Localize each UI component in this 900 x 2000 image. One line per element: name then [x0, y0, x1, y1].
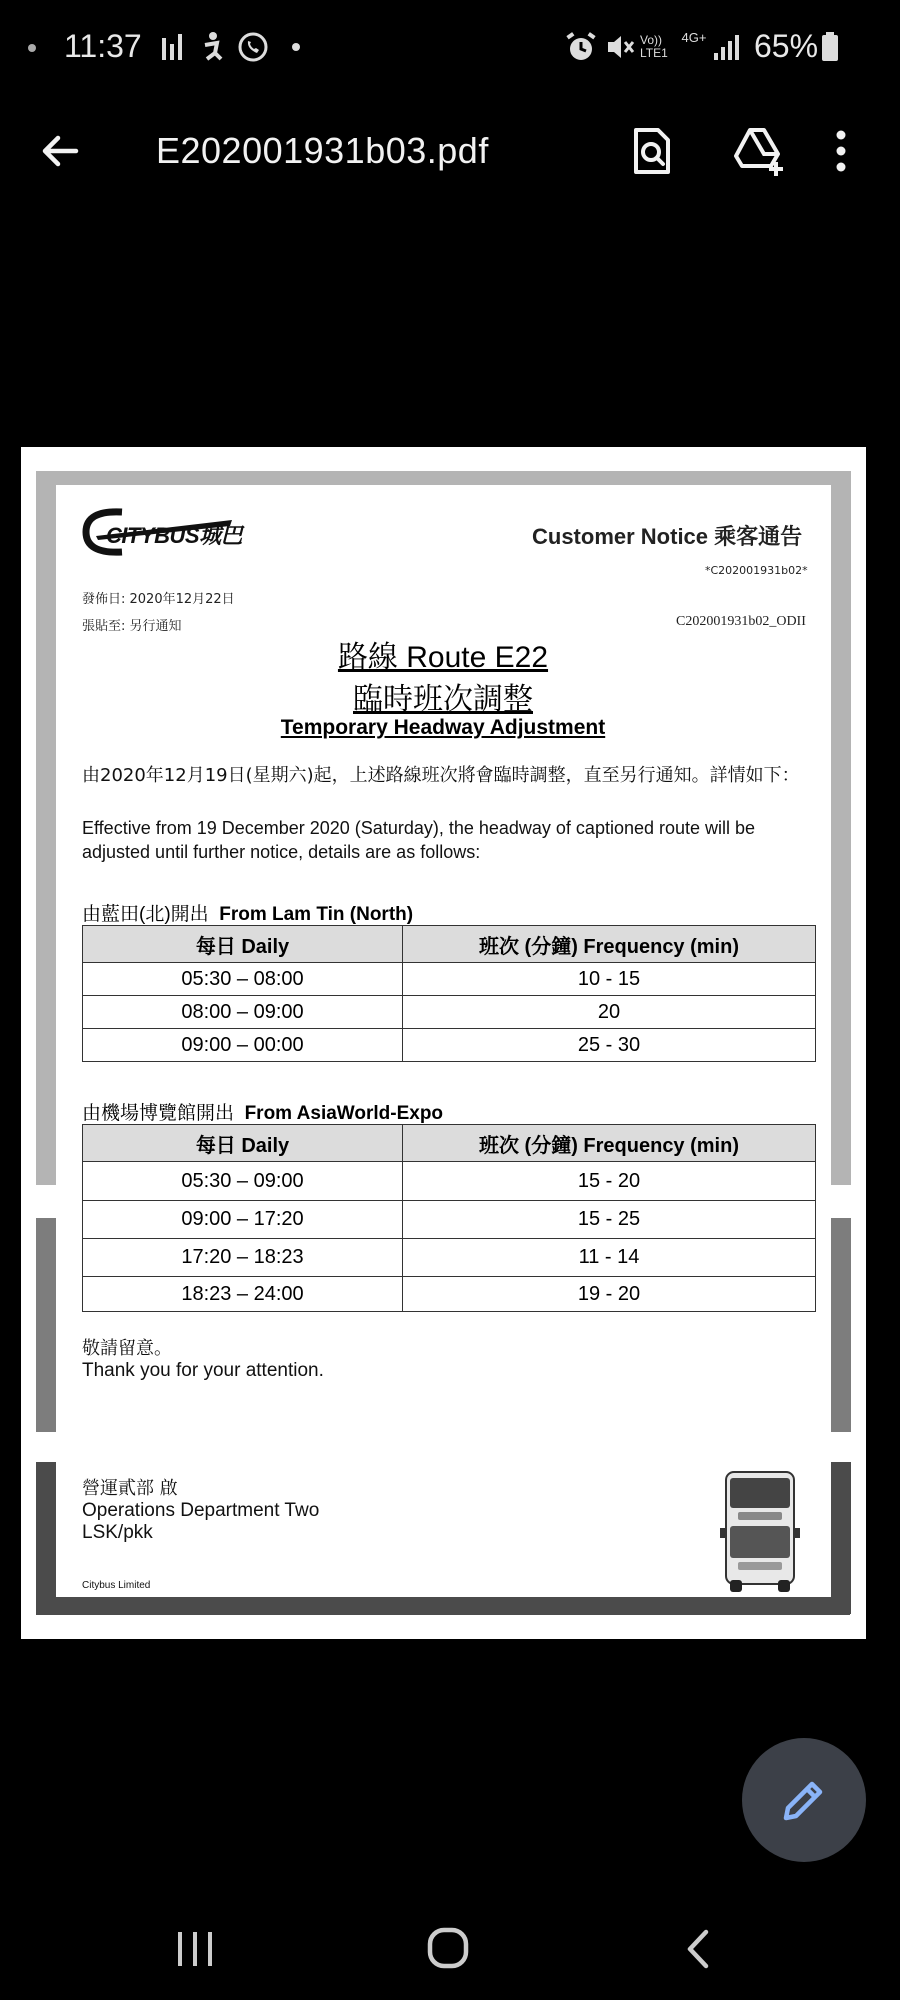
volte-indicator: Vo)) LTE1: [640, 33, 668, 60]
adjustment-title-zh: 臨時班次調整: [353, 682, 533, 717]
route-title: 路線 Route E22: [337, 641, 549, 674]
department-reference: LSK/pkk: [82, 1522, 153, 1543]
nav-back-icon[interactable]: [670, 1924, 730, 1974]
table-row: [83, 1239, 816, 1277]
home-icon[interactable]: [418, 1924, 478, 1974]
table-row: [83, 1029, 816, 1062]
signal-icon: [712, 30, 742, 64]
heading-zh: 由藍田(北)開出: [82, 904, 209, 925]
status-bar: [0, 0, 900, 100]
network-type: 4G+: [681, 30, 707, 45]
customer-notice-title: Customer Notice 乘客通告: [532, 524, 803, 549]
frequency-cell: 20: [403, 996, 816, 1029]
intro-paragraph-zh: 由2020年12月19日(星期六)起，上述路線班次將會臨時調整，直至另行通知。詳情如下：: [82, 765, 800, 786]
recent-apps-icon[interactable]: [166, 1924, 226, 1974]
heading-en: From Lam Tin (North): [219, 904, 414, 925]
table-row: [83, 1162, 816, 1201]
battery-icon: [820, 30, 840, 64]
table-row: [83, 1277, 816, 1312]
schedule-table-asiaworld-expo: [82, 1124, 816, 1312]
table-row: [83, 963, 816, 996]
heading-en: From AsiaWorld-Expo: [244, 1103, 444, 1124]
reference-code: C202001931b02_ODII: [676, 614, 806, 629]
navigation-bar: [0, 1900, 900, 2000]
time-cell: 18:23 – 24:00: [83, 1277, 403, 1312]
frequency-cell: 15 - 25: [403, 1201, 816, 1239]
time-cell: 08:00 – 09:00: [83, 996, 403, 1029]
mute-icon: [604, 30, 636, 64]
edit-fab-button[interactable]: [742, 1738, 866, 1862]
time-cell: 17:20 – 18:23: [83, 1239, 403, 1277]
arrow-left-icon[interactable]: [36, 126, 86, 176]
column-header-daily: 每日 Daily: [83, 926, 403, 963]
search-document-icon[interactable]: [626, 124, 680, 178]
time-cell: 09:00 – 00:00: [83, 1029, 403, 1062]
alarm-icon: [564, 30, 598, 64]
page-frame: [36, 1597, 850, 1615]
frequency-cell: 15 - 20: [403, 1162, 816, 1201]
section-heading-lam-tin: [82, 899, 413, 926]
page-frame: [36, 1462, 56, 1614]
whatsapp-icon: [236, 30, 270, 64]
department-en: Operations Department Two: [82, 1500, 320, 1521]
column-header-frequency: 班次 (分鐘) Frequency (min): [403, 926, 816, 963]
company-name: Citybus Limited: [82, 1580, 151, 1591]
time-cell: 05:30 – 08:00: [83, 963, 403, 996]
attention-text-en: Thank you for your attention.: [82, 1360, 324, 1381]
notification-dot-icon: [28, 44, 36, 52]
page-frame: [831, 1462, 851, 1614]
frequency-cell: 19 - 20: [403, 1277, 816, 1312]
heading-zh: 由機場博覽館開出: [82, 1103, 235, 1124]
status-time: 11:37: [64, 28, 142, 64]
column-header-daily: 每日 Daily: [83, 1125, 403, 1162]
department-zh: 營運貳部 啟: [82, 1478, 178, 1499]
intro-paragraph-en: Effective from 19 December 2020 (Saturday), the headway of captioned route will be adjusted until further notice, details are as follows:: [82, 818, 756, 862]
file-title: E202001931b03.pdf: [156, 130, 489, 171]
page-frame: [36, 1218, 56, 1432]
app-bar: [0, 100, 900, 200]
page-frame: [831, 1218, 851, 1432]
post-until: 張貼至: 另行通知: [82, 619, 182, 634]
pencil-edit-icon: [778, 1774, 830, 1826]
page-frame: [36, 471, 56, 1185]
more-notifications-dot-icon: [290, 30, 302, 64]
column-header-frequency: 班次 (分鐘) Frequency (min): [403, 1125, 816, 1162]
table-row: [83, 1201, 816, 1239]
accessibility-icon: [196, 30, 226, 64]
logo-text: CITYBUS城巴: [106, 523, 243, 548]
section-heading-asiaworld-expo: [82, 1098, 443, 1125]
frequency-cell: 25 - 30: [403, 1029, 816, 1062]
page-frame: [36, 471, 850, 485]
bar-chart-icon: [160, 30, 184, 64]
more-vert-icon[interactable]: [826, 124, 856, 178]
time-cell: 05:30 – 09:00: [83, 1162, 403, 1201]
issue-date: 發佈日: 2020年12月22日: [82, 592, 235, 607]
frequency-cell: 11 - 14: [403, 1239, 816, 1277]
reference-code-top: *C202001931b02*: [705, 564, 808, 577]
table-row: [83, 996, 816, 1029]
frequency-cell: 10 - 15: [403, 963, 816, 996]
page-frame: [831, 471, 851, 1185]
add-to-drive-icon[interactable]: [732, 124, 786, 178]
schedule-table-lam-tin: [82, 925, 816, 1062]
double-decker-bus-icon: [718, 1468, 802, 1594]
adjustment-title-en: Temporary Headway Adjustment: [280, 716, 606, 739]
time-cell: 09:00 – 17:20: [83, 1201, 403, 1239]
attention-text-zh: 敬請留意。: [82, 1338, 172, 1359]
battery-percent: 65%: [754, 28, 819, 64]
